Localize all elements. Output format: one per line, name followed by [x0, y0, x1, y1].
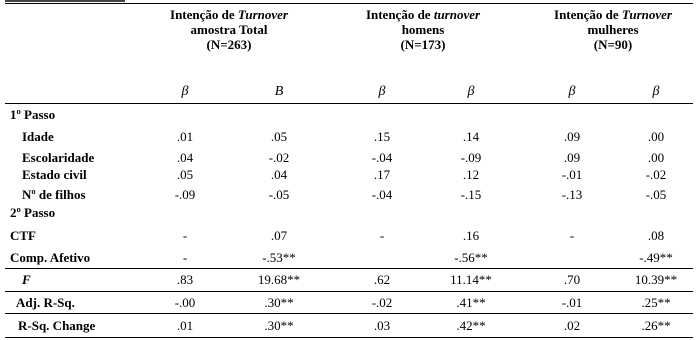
table-cell: .17 — [373, 167, 391, 182]
table-cell: -.13 — [561, 187, 583, 202]
table-cell: -.09 — [174, 187, 196, 202]
rule-f — [5, 268, 693, 269]
rule-under-symbols — [5, 103, 693, 104]
coef-symbol: β — [378, 84, 386, 99]
row-label: Comp. Afetivo — [10, 250, 91, 265]
coef-symbol: β — [181, 84, 189, 99]
table-cell: - — [379, 228, 385, 243]
header-mulheres: Intenção de Turnover mulheres (N=90) — [554, 7, 672, 52]
row-label: Nº de filhos — [22, 187, 86, 202]
row-label: F — [22, 272, 31, 287]
table-cell: -.56** — [454, 250, 488, 265]
table-cell: -.05 — [645, 187, 667, 202]
section-step2: 2º Passo — [10, 205, 56, 220]
table-cell: -.02 — [645, 167, 667, 182]
table-cell: .26** — [641, 318, 671, 333]
coef-symbol: β — [568, 84, 576, 99]
table-cell: 11.14** — [450, 272, 492, 287]
table-cell: .00 — [647, 129, 665, 144]
table-cell: -.15 — [460, 187, 482, 202]
table-cell: .04 — [176, 150, 194, 165]
table-cell: .15 — [373, 129, 391, 144]
table-cell: .41** — [456, 295, 486, 310]
section-step1: 1º Passo — [10, 107, 56, 122]
table-cell: .16 — [462, 228, 480, 243]
table-cell: .03 — [373, 318, 391, 333]
table-cell: .05 — [176, 167, 194, 182]
table-cell: .12 — [462, 167, 480, 182]
table-cell: .83 — [176, 272, 194, 287]
table-cell: 19.68** — [257, 272, 301, 287]
table-cell: - — [182, 228, 188, 243]
table-cell: -.04 — [371, 150, 393, 165]
rule-top — [5, 3, 693, 4]
rule-bottom — [5, 337, 693, 338]
table-cell: .70 — [563, 272, 581, 287]
table-cell: -.01 — [561, 295, 583, 310]
table-cell: -.53** — [262, 250, 296, 265]
table-cell: .62 — [373, 272, 391, 287]
table-cell: .02 — [563, 318, 581, 333]
table-cell: .25** — [641, 295, 671, 310]
table-cell: .07 — [270, 228, 288, 243]
table-cell: 10.39** — [634, 272, 678, 287]
table-cell: .30** — [264, 295, 294, 310]
coef-symbol: β — [467, 84, 475, 99]
table-cell: .09 — [563, 150, 581, 165]
table-cell: -.49** — [639, 250, 673, 265]
rule-adj — [5, 291, 693, 292]
table-cell: -.02 — [371, 295, 393, 310]
table-cell: - — [569, 228, 575, 243]
caption-fragment — [5, 0, 125, 2]
coef-symbol: β — [652, 84, 660, 99]
table-cell: .30** — [264, 318, 294, 333]
table-cell: -.04 — [371, 187, 393, 202]
table-cell: .01 — [176, 129, 194, 144]
table-cell: .42** — [456, 318, 486, 333]
row-label: Adj. R-Sq. — [16, 295, 75, 310]
table-cell: .08 — [647, 228, 665, 243]
table-cell: .09 — [563, 129, 581, 144]
row-label: Estado civil — [22, 167, 87, 182]
rule-rsq — [5, 313, 693, 314]
table-cell: .00 — [647, 150, 665, 165]
coef-symbol: B — [274, 84, 284, 99]
table-cell: - — [182, 250, 188, 265]
table-cell: -.05 — [268, 187, 290, 202]
table-cell: .01 — [176, 318, 194, 333]
table-cell: -.02 — [268, 150, 290, 165]
header-homens: Intenção de turnover homens (N=173) — [365, 7, 481, 52]
table-cell: .05 — [270, 129, 288, 144]
row-label: CTF — [10, 228, 36, 243]
row-label: Escolaridade — [22, 150, 95, 165]
header-total: Intenção de Turnover amostra Total (N=263) — [170, 7, 288, 52]
row-label: R-Sq. Change — [18, 318, 96, 333]
table-cell: -.01 — [561, 167, 583, 182]
table-cell: .14 — [462, 129, 480, 144]
table-cell: .04 — [270, 167, 288, 182]
table-cell: -.00 — [174, 295, 196, 310]
row-label: Idade — [22, 129, 54, 144]
table-cell: -.09 — [460, 150, 482, 165]
